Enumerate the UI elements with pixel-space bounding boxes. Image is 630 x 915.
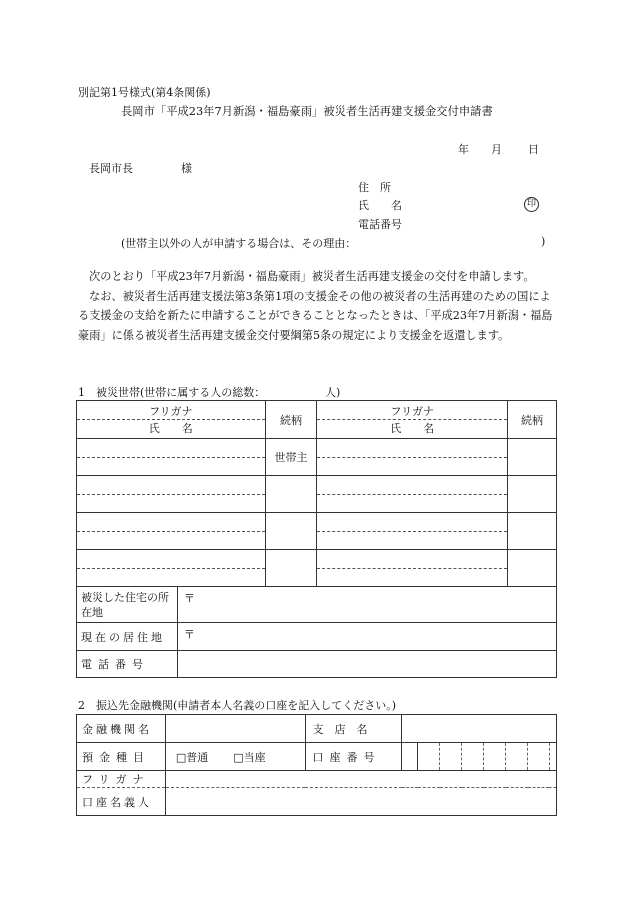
form-number: 別記第1号様式(第4条関係)	[78, 86, 211, 99]
deposit-type-label: 預金種目	[77, 743, 166, 771]
postal-mark: 〒	[183, 628, 195, 641]
reason-note: (世帯主以外の人が申請する場合は、その理由：	[121, 237, 357, 250]
date-month-label: 月	[491, 143, 502, 156]
bank-name-label: 金融機関名	[77, 715, 166, 743]
household-header-row	[77, 401, 557, 439]
col-furigana-name-right	[317, 401, 508, 439]
col-furigana-label: フリガナ	[390, 405, 434, 418]
relation-cell[interactable]	[265, 476, 317, 513]
checkbox-current[interactable]: □	[233, 750, 244, 764]
member-name-cell[interactable]	[317, 550, 508, 587]
form-title: 長岡市「平成23年7月新潟・福島豪雨」被災者生活再建支援金交付申請書	[121, 105, 493, 118]
account-digit-cell[interactable]	[402, 743, 418, 771]
current-address-row	[77, 623, 557, 651]
checkbox-ordinary[interactable]: □	[175, 750, 187, 764]
seal-icon: 印	[524, 197, 539, 212]
holder-name-field[interactable]	[165, 788, 556, 816]
col-furigana-name-left	[77, 401, 266, 439]
col-relation-label-right: 続柄	[508, 401, 557, 439]
member-name-cell[interactable]	[317, 476, 508, 513]
member-name-cell[interactable]	[77, 476, 266, 513]
holder-name-row	[77, 788, 557, 816]
account-digit-cell[interactable]	[549, 743, 556, 771]
household-phone-label: 電話番号	[77, 651, 178, 678]
section2-title: 2 振込先金融機関(申請者本人名義の口座を記入してください。)	[78, 699, 397, 712]
body-paragraph-2: なお、被災者生活再建支援法第3条第1項の支援金その他の被災者の生活再建のための国による支援金の支給を新たに申請することができることとなったときは、「平成23年7月新潟・福島豪雨」に係る被災者生活再建支援金交付要綱第5条の規定により支援金を返還します。	[78, 289, 553, 342]
household-member-row	[77, 513, 557, 550]
col-furigana-label: フリガナ	[149, 405, 193, 418]
member-name-cell[interactable]	[77, 550, 266, 587]
date-year-label: 年	[458, 143, 469, 156]
bank-name-field[interactable]	[165, 715, 305, 743]
member-name-cell[interactable]	[77, 439, 266, 476]
branch-field[interactable]	[402, 715, 557, 743]
relation-head-cell: 世帯主	[265, 439, 317, 476]
col-name-label: 氏 名	[77, 419, 265, 436]
phone-row	[77, 651, 557, 678]
holder-furigana-label: フリガナ	[77, 771, 166, 788]
addressee: 長岡市長	[89, 162, 133, 175]
bank-name-row	[77, 715, 557, 743]
section1-title: 1 被災世帯(世帯に属する人の総数：	[78, 386, 266, 399]
account-digit-cell[interactable]	[462, 743, 484, 771]
date-day-label: 日	[528, 143, 539, 156]
body-paragraph-1: 次のとおり「平成23年7月新潟・福島豪雨」被災者生活再建支援金の交付を申請します。	[89, 270, 535, 283]
holder-furigana-row	[77, 771, 557, 788]
address-table	[76, 586, 557, 678]
reason-close: )	[541, 235, 546, 248]
account-digit-cell[interactable]	[484, 743, 506, 771]
relation-cell[interactable]	[508, 439, 557, 476]
relation-cell[interactable]	[508, 550, 557, 587]
household-table	[76, 400, 557, 587]
current-address-label: 現在の居住地	[77, 623, 178, 651]
relation-cell[interactable]	[265, 513, 317, 550]
col-name-label: 氏 名	[317, 419, 507, 436]
applicant-name-label: 氏 名	[358, 199, 402, 212]
deposit-type-options	[165, 743, 305, 771]
current-address-field[interactable]	[177, 623, 556, 651]
household-phone-field[interactable]	[177, 651, 556, 678]
section1-title-end: 人)	[325, 386, 341, 399]
deposit-row	[77, 743, 557, 771]
col-relation-label-left: 続柄	[265, 401, 317, 439]
member-name-cell[interactable]	[317, 439, 508, 476]
addressee-honorific: 様	[181, 162, 192, 175]
postal-mark: 〒	[183, 592, 195, 605]
house-location-label: 被災した住宅の所在地	[77, 587, 178, 623]
bank-table	[76, 714, 557, 816]
member-name-cell[interactable]	[317, 513, 508, 550]
body-text	[78, 267, 554, 345]
relation-cell[interactable]	[508, 476, 557, 513]
household-member-row	[77, 439, 557, 476]
account-digit-cell[interactable]	[528, 743, 550, 771]
account-digit-cell[interactable]	[506, 743, 528, 771]
household-member-row	[77, 476, 557, 513]
relation-cell[interactable]	[508, 513, 557, 550]
household-member-row	[77, 550, 557, 587]
seal-mark	[524, 196, 539, 212]
house-location-row	[77, 587, 557, 623]
holder-name-label: 口座名義人	[77, 788, 166, 816]
applicant-phone-label: 電話番号	[358, 218, 402, 231]
branch-label: 支 店 名	[305, 715, 402, 743]
account-digit-cell[interactable]	[418, 743, 440, 771]
applicant-address-label: 住 所	[358, 181, 391, 194]
account-number-label: 口座番号	[305, 743, 402, 771]
account-digit-cell[interactable]	[440, 743, 462, 771]
relation-cell[interactable]	[265, 550, 317, 587]
house-location-field[interactable]	[177, 587, 556, 623]
holder-furigana-field[interactable]	[165, 771, 556, 788]
member-name-cell[interactable]	[77, 513, 266, 550]
option-current-label: 当座	[243, 750, 266, 764]
option-ordinary-label: 普通	[186, 750, 209, 764]
